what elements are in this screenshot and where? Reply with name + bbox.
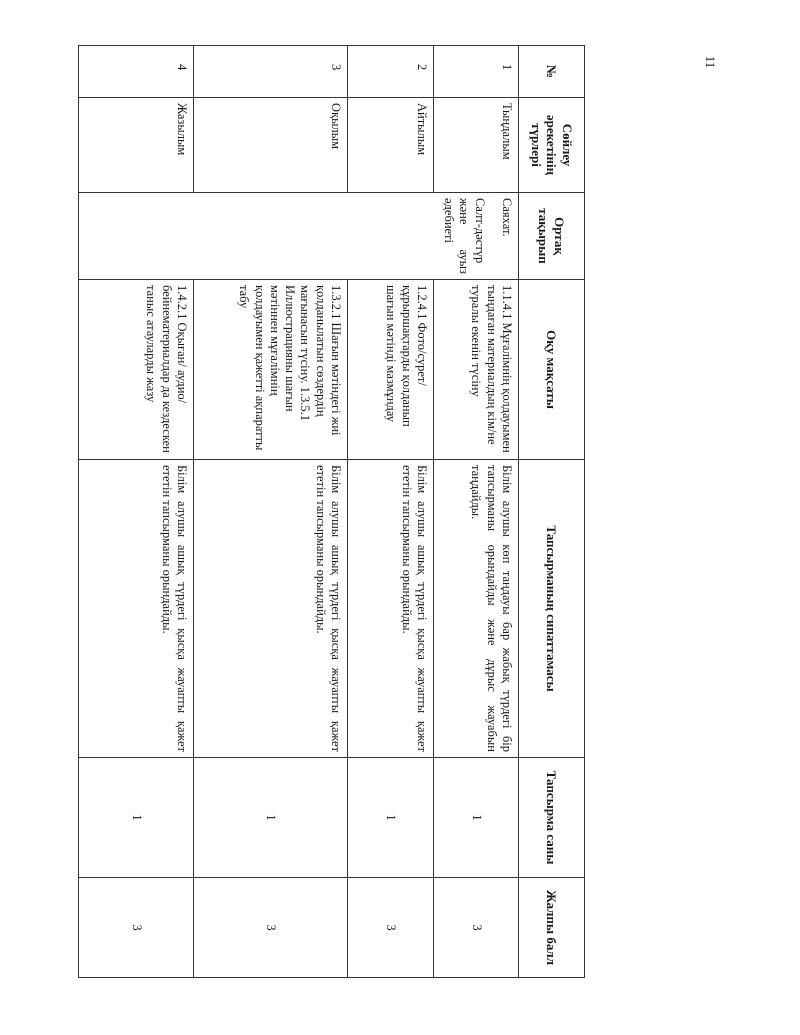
task-count: 1 (194, 758, 348, 878)
header-number: № (519, 46, 585, 98)
table-row (79, 46, 194, 978)
row-number: 3 (194, 46, 348, 98)
row-number: 2 (348, 46, 434, 98)
task-description: Білім алушы көп таңдауы бар жабық түрдегі бір тапсырманы орындайды және дұрыс жауабын таңдайды. (434, 460, 519, 758)
header-task-count: Тапсырма саны (519, 758, 585, 878)
table-row (194, 46, 348, 978)
total-score: 3 (79, 878, 194, 978)
table-row (348, 46, 434, 978)
speech-activity-type: Жазылым (79, 98, 194, 193)
learning-goal: 1.1.4.1 Мұғалімнің қолдауымен тыңдаған материалдың кім/не туралы екенін түсіну (434, 280, 519, 460)
task-count: 1 (434, 758, 519, 878)
common-topic-cell (79, 193, 519, 280)
header-learning-goal: Оқу мақсаты (519, 280, 585, 460)
task-description: Білім алушы ашық түрдегі қысқа жауапты қажет ететін тапсырманы орындайды. (79, 460, 194, 758)
total-score: 3 (348, 878, 434, 978)
learning-goal: 1.2.4.1 Фото/сурет/ құрыршақтарды қолданып шағын мәтінді мазмұндау (348, 280, 434, 460)
page-number: 11 (703, 55, 718, 69)
task-count: 1 (79, 758, 194, 878)
speech-activity-type: Оқылым (194, 98, 348, 193)
row-number: 4 (79, 46, 194, 98)
header-speech-activity: Сөйлеу әрекетінің түрлері (519, 98, 585, 193)
header-common-topic: Ортақ тақырып (519, 193, 585, 280)
table-header-row (519, 46, 585, 978)
learning-goal: 1.4.2.1 Оқыған/ аудио/бейнематериалдар да кездескен таныс атауларды жазу (79, 280, 194, 460)
assessment-table (78, 45, 585, 978)
row-number: 1 (434, 46, 519, 98)
learning-goal: 1.3.2.1 Шағын мәтіндегі жиі қолданылатын сөздердің мағынасын түсіну. 1.3.5.1 Иллюстрацияны шағын мәтіннен мұғалімнің қолдауымен қажетті ақпаратты табу (194, 280, 348, 460)
header-task-description: Тапсырманың сипаттамасы (519, 460, 585, 758)
topic-line-2: Салт-дәстүр және ауыз әдебиеті (442, 198, 487, 274)
task-description: Білім алушы ашық түрдегі қысқа жауапты қажет ететін тапсырманы орындайды. (194, 460, 348, 758)
rotated-table-container (79, 45, 585, 977)
total-score: 3 (194, 878, 348, 978)
task-count: 1 (348, 758, 434, 878)
table-row (434, 46, 519, 978)
speech-activity-type: Тыңдалым (434, 98, 519, 193)
total-score: 3 (434, 878, 519, 978)
header-total-score: Жалпы балл (519, 878, 585, 978)
task-description: Білім алушы ашық түрдегі қысқа жауапты қажет ететін тапсырманы орындайды. (348, 460, 434, 758)
speech-activity-type: Айтылым (348, 98, 434, 193)
topic-line-1: Саяхат. (500, 198, 514, 237)
